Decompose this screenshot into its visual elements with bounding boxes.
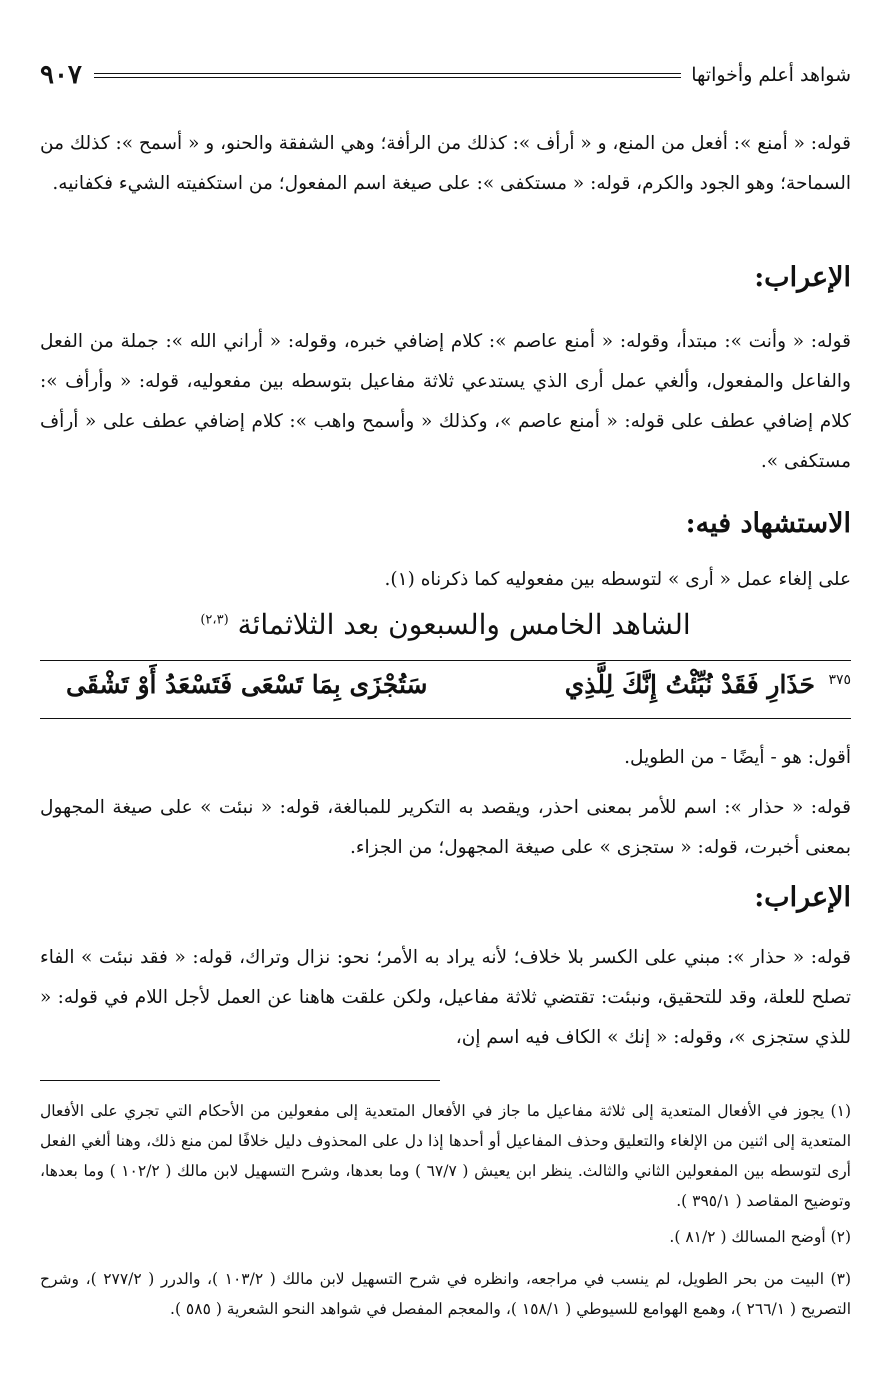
page-number: ٩٠٧ (40, 60, 82, 90)
book-page (40, 0, 851, 1393)
running-header (40, 58, 851, 92)
paragraph-irab-2: قوله: « حذار »: مبني على الكسر بلا خلاف؛ لأنه يراد به الأمر؛ نحو: نزال وتراك، قوله: « فقد نبئت » الفاء تصلح للعلة، وقد للتحقيق، ونبئت: تقتضي ثلاثة مفاعيل، ولكن علقت هاهنا عن العمل لأجل اللام في قوله: « للذي ستجزى »، وقوله: « إنك » الكاف فيه اسم إن، (40, 947, 851, 1048)
footnote-rule (40, 1080, 440, 1081)
header-rule (94, 73, 681, 78)
paragraph-istishhad: على إلغاء عمل « أرى » لتوسطه بين مفعوليه كما ذكرناه (١). (384, 569, 851, 590)
footnote-2: (٢) أوضح المسالك ( ٨١/٢ ). (669, 1228, 851, 1246)
footnote-3: (٣) البيت من بحر الطويل، لم ينسب في مراجعه، وانظره في شرح التسهيل لابن مالك ( ١٠٣/٢ )، والدرر ( ٢٧٧/٢ )، وشرح التصريح ( ٢٦٦/١ )، وهمع الهوامع للسيوطي ( ١٥٨/١ )، والمعجم المفصل في شواهد النحو الشعرية ( ٥٨٥ ). (40, 1270, 851, 1318)
verse-bottom-rule (40, 718, 851, 719)
heading-istishhad: الاستشهاد فيه: (685, 508, 851, 539)
paragraph-vocabulary-2: قوله: « حذار »: اسم للأمر بمعنى احذر، ويقصد به التكرير للمبالغة، قوله: « نبئت » على صيغة المجهول بمعنى أخبرت، قوله: « ستجزى » على صيغة المجهول؛ من الجزاء. (40, 797, 851, 858)
verse-line (40, 666, 851, 712)
paragraph-meter: أقول: هو - أيضًا - من الطويل. (624, 747, 851, 768)
shahid-title-footnote-ref: (٢،٣) (200, 612, 229, 628)
running-title: شواهد أعلم وأخواتها (691, 64, 851, 86)
verse-number: ٣٧٥ (828, 672, 851, 688)
verse-top-rule (40, 660, 851, 661)
shahid-title-text: الشاهد الخامس والسبعون بعد الثلاثمائة (237, 608, 691, 641)
verse-hemistich-1: حَذَارِ فَقَدْ نُبِّئْتُ إِنَّكَ لِلَّذِي (564, 670, 815, 699)
heading-irab-2: الإعراب: (754, 882, 851, 913)
heading-irab-1: الإعراب: (754, 262, 851, 293)
shahid-title (40, 608, 851, 641)
paragraph-vocabulary: قوله: « أمنع »: أفعل من المنع، و « أرأف »: كذلك من الرأفة؛ وهي الشفقة والحنو، و « أسمح »: كذلك من السماحة؛ وهو الجود والكرم، قوله: « مستكفى »: على صيغة اسم المفعول؛ من استكفيته الشيء فكفانيه. (39, 133, 851, 194)
footnote-1: (١) يجوز في الأفعال المتعدية إلى ثلاثة مفاعيل ما جاز في الأفعال المتعدية إلى مفعولين من الأحكام التي تجري على الأفعال المتعدية إلى اثنين من الإلغاء والتعليق وحذف المفاعيل أو أحدها إذا دل على المحذوف دليل خلافًا لمن منع ذلك، وهنا ألغي الفعل أرى لتوسطه بين المفعولين الثاني والثالث. ينظر ابن يعيش ( ٦٧/٧ ) وما بعدها، وشرح التسهيل لابن مالك ( ١٠٢/٢ ) وما بعدها، وتوضيح المقاصد ( ٣٩٥/١ ). (40, 1102, 851, 1210)
verse-hemistich-2: سَتُجْزَى بِمَا تَسْعَى فَتَسْعَدُ أَوْ تَشْقَى (66, 670, 428, 699)
paragraph-irab-1: قوله: « وأنت »: مبتدأ، وقوله: « أمنع عاصم »: كلام إضافي خبره، وقوله: « أراني الله »: جملة من الفعل والفاعل والمفعول، وألغي عمل أرى الذي يستدعي ثلاثة مفاعيل بتوسطه بين مفعوليه، قوله: « وأرأف »: كلام إضافي عطف على قوله: « أمنع عاصم »، وكذلك « وأسمح واهب »: كلام إضافي عطف على « أرأف مستكفى ». (40, 331, 851, 472)
